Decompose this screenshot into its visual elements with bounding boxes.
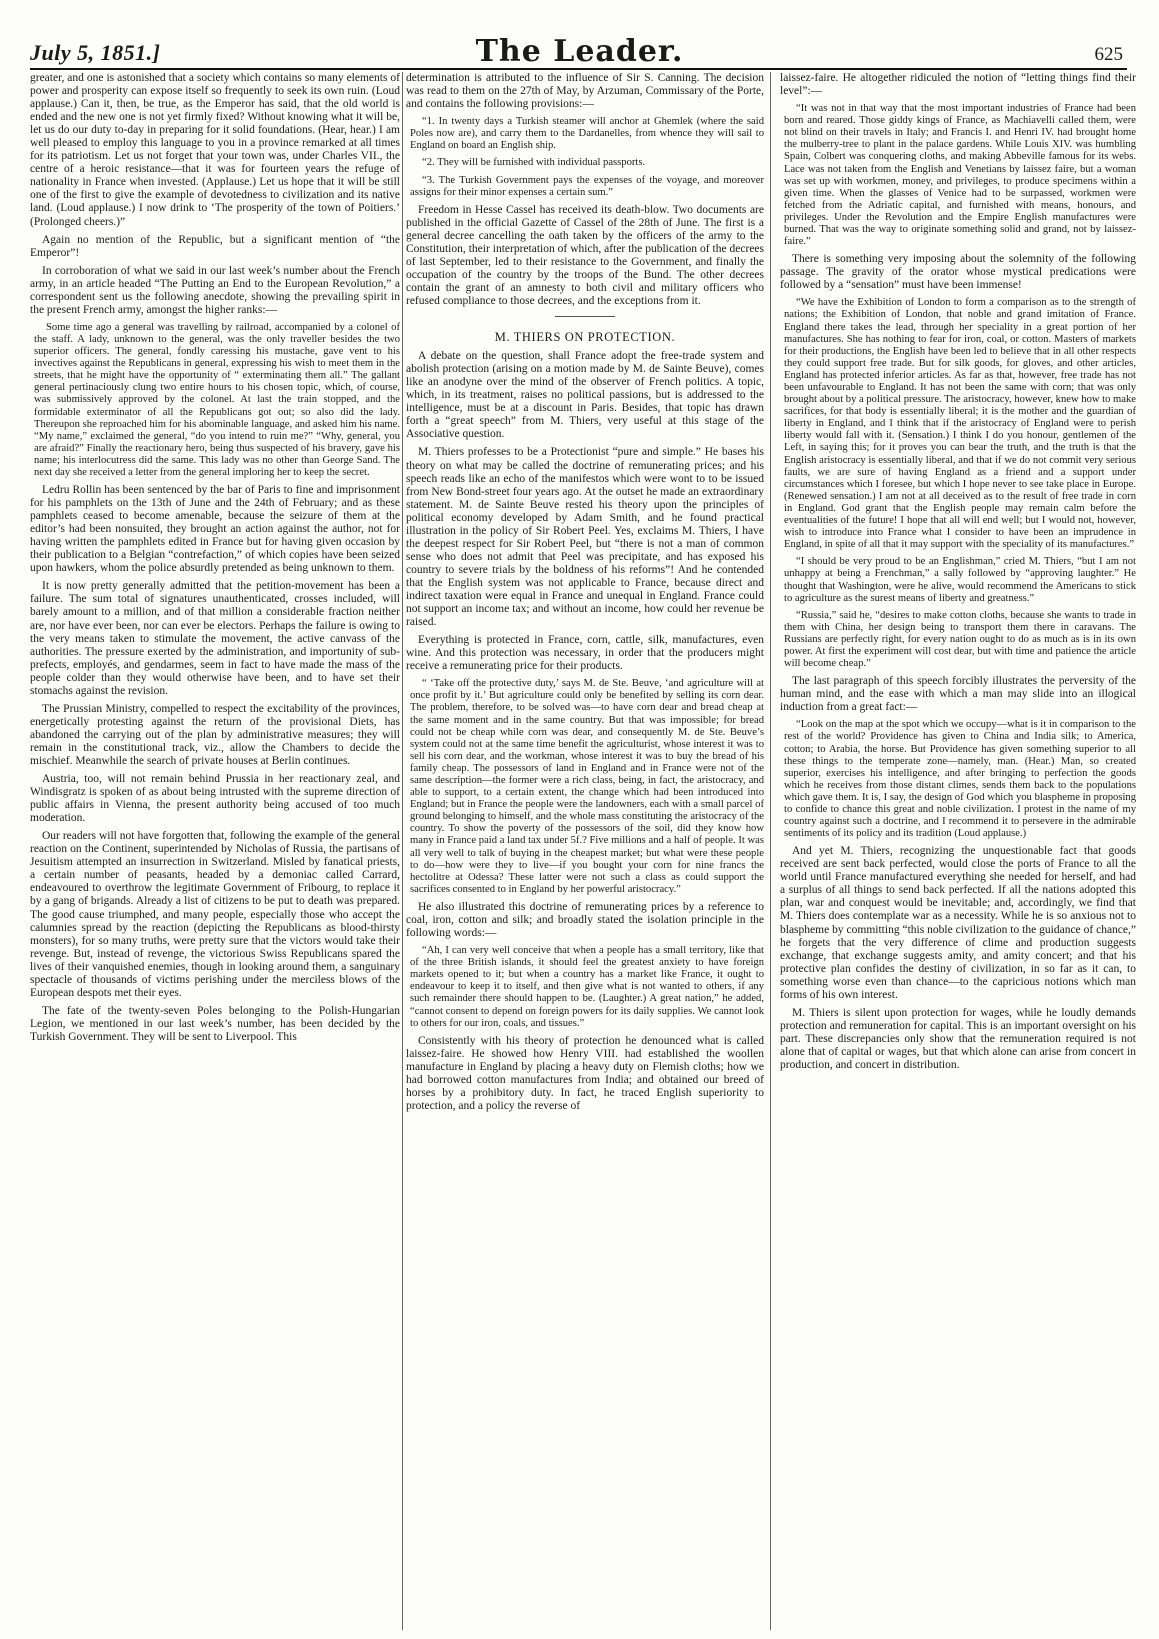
quoted-paragraph: “Russia,” said he, “desires to make cotton cloths, because she wants to trade in them with China, her design being to transport them there in caravans. The Russians are perfectly right, for every nation ought to do as much as is in its own power. At first the experiment will cost dear, but with time and patience the article will become cheap.”	[784, 609, 1136, 670]
paragraph: M. Thiers professes to be a Protectionist “pure and simple.” He bases his theory on what may be called the doctrine of remunerating prices; and his speech reads like an echo of the manifestos which were wont to to be issued from New Bond-street four years ago. At the outset he made an extraordinary statement. M. de Sainte Beuve rested his theory upon the principles of political economy developed by Adam Smith, and he found practical illustration in the policy of Sir Robert Peel. Yes, exclaims M. Thiers, I have the deepest respect for Sir Robert Peel, but “there is not a man of common sense who does not admit that Peel was precipitate, and has exposed his country to severe trials by the boldness of his reforms”! And he contended that the English system was not applicable to France, because direct and indirect taxation were equal in France and unequal in England. France could not support an income tax; and without an income, how could her revenue be raised.	[406, 446, 764, 629]
column-1	[30, 72, 400, 1049]
paragraph: Our readers will not have forgotten that, following the example of the general reaction on the Continent, superintended by Nicholas of Russia, the partisans of Jesuitism attempted an insurrection in Switzerland. Misled by fanatical priests, a certain number of peasants, headed by a demoniac called Carrard, endeavoured to overthrow the legitimate Government of Fribourg, to replace it by a gang of brigands. Already a list of citizens to be put to death was prepared. The good cause triumphed, and many people, especially those who accept the calumnies spread by the reaction (depicting the Republicans as blood-thirsty monsters), for so many truths, were pretty sure that the victors would take their revenge. But, instead of revenge, the victorious Swiss Republicans spared the lives of their vanquished enemies, though in looking around them, a sanguinary spectacle of thousands of victims perishing under the merciless blows of the European despots met their eyes.	[30, 830, 400, 999]
quoted-paragraph: “Look on the map at the spot which we occupy—what is it in comparison to the rest of the world? Providence has given to China and India silk; to America, cotton; to Arabia, the horse. But Providence has given something superior to all these things to the temperate zone—namely, man. (Hear.) Man, so created superior, exercises his intelligence, and after bringing to perfection the goods which he receives from those distant climes, sends them back to the populations which gave them. It is, I say, the design of God which you blaspheme in proposing to confide to chance this great and noble civilization. I protest in the name of my country against such a doctrine, and I recommend it to persevere in the admirable sentiments of its policy and its tradition (Loud applause.)	[784, 719, 1136, 840]
paragraph: M. Thiers is silent upon protection for wages, while he loudly demands protection and remuneration for capital. This is an important oversight on his part. These discrepancies only show that the remuneration required is not alone that of capital or wages, but that which alone can arise from concert in production, and concert in distribution.	[780, 1006, 1136, 1071]
paragraph: Ledru Rollin has been sentenced by the bar of Paris to fine and imprisonment for his pamphlets on the 13th of June and the 24th of February; and as these pamphlets ceased to become amenable, because the seizure of them at the editor’s had been nonsuited, they brought an action against the author, not for having written the pamphlets edited in France but for having given occasion by their publication to a Belgian “contrefaction,” of which copies have been seized upon hawkers, whom the police absurdly pretended as being unknown to them.	[30, 484, 400, 575]
masthead-title: The Leader.	[475, 34, 684, 69]
quoted-paragraph: “2. They will be furnished with individual passports.	[422, 157, 646, 169]
column-2	[406, 72, 764, 1118]
paragraph: A debate on the question, shall France adopt the free-trade system and abolish protection (arising on a motion made by M. de Sainte Beuve), comes like an anodyne over the mind of the observer of French politics. A topic, which, in its treatment, raises no political passions, but is addressed to the intelligence, must be at a discount in Paris. Besides, that topic has drawn forth a “great speech” from M. Thiers, very useful at this stage of the Associative question.	[406, 350, 764, 441]
paragraph: laissez-faire. He altogether ridiculed the notion of “letting things find their level”:—	[780, 72, 1136, 98]
column-3	[780, 72, 1136, 1077]
quoted-paragraph: “Ah, I can very well conceive that when a people has a small territory, like that of the three British islands, it should feel the greatest anxiety to have foreign markets opened to it; but when a country has a market like France, it ought to endeavour to keep it to itself, and then give what is not wanted to others, if any such remainder there should happen to be. (Laughter.) A great nation,” he added, “cannot consent to depend on foreign powers for its daily supplies. We cannot look to others for our iron, coals, and tissues.”	[410, 945, 764, 1029]
paragraph: It is now pretty generally admitted that the petition-movement has been a failure. The sum total of signatures unauthenticated, crosses included, will barely amount to a million, and of that million a considerable fraction neither are, nor have ever been, nor can ever be electors. Perhaps the failure is owing to the very means taken to stimulate the movement, the active canvass of the authorities. The pressure exerted by the administration, and importunity of sub-prefects, employés, and gendarmes, seem in fact to have made the mass of the people colder than they would otherwise have been, and to have set their stomachs against the revision.	[30, 580, 400, 697]
article-heading: M. THIERS ON PROTECTION.	[494, 330, 676, 345]
quoted-paragraph: “ ‘Take off the protective duty,’ says M. de Ste. Beuve, ‘and agriculture will at once profit by it.’ But agriculture could only be benefited by selling its corn dear. The problem, therefore, to be solved was—to have corn dear and bread cheap at the same moment and in the same country. But that was impossible; for bread could not be cheap while corn was dear, and consequently M. de Ste. Beuve’s system could not at the same time benefit the agriculturist, whose interest it was to sell his corn dear, and the workman, whose interest it was to buy the bread of his family cheap. The possessors of land in England and in France were not of the same description—the former were a rich class, being, in fact, the aristocracy, and able to support, to a certain extent, the change which had been introduced into England; but in France the people were the landowners, each with a small parcel of ground belonging to himself, and the whole mass constituting the aristocracy of the country. To show the poverty of the possessors of the soil, did they know how many in France paid a land tax under 5f.? Five millions and a half of people. It was all very well to talk of buying in the cheapest market; but what were these people to do—how were they to live—if you bought your corn for nine francs the hectolitre at Odessa? These latter were not such a class as could support the sacrifices consented to in England by her powerful aristocracy.”	[410, 678, 764, 895]
quoted-paragraph: “1. In twenty days a Turkish steamer will anchor at Ghemlek (where the said Poles now are), and carry them to the Dardanelles, from whence they will sail to England on board an English ship.	[410, 116, 764, 152]
paragraph: Austria, too, will not remain behind Prussia in her reactionary zeal, and Windisgratz is spoken of as about being intrusted with the supreme direction of public affairs in Vienna, the present authority being accused of too much moderation.	[30, 773, 400, 825]
paragraph: Again no mention of the Republic, but a significant mention of “the Emperor”!	[30, 233, 400, 259]
paragraph: And yet M. Thiers, recognizing the unquestionable fact that goods received are sent back perfected, would close the ports of France to all the world until France manufactured everything she needed for herself, and had a surplus of all things to send back perfected. If all the nations adopted this plan, war and conquest would be inevitable; and, accordingly, we find that M. Thiers does contemplate war as a necessity. While he is so anxious not to blaspheme by committing “this noble civilization to the guidance of chance,” he forgets that the very difference of clime and production suggests exchange, that exchange suggests amity, and amity concert; and that his protective plan confides the destiny of civilization, in so far as it can, to something worse even than chance—to the capricious notions which man forms of his own interest.	[780, 845, 1136, 1001]
paragraph: The last paragraph of this speech forcibly illustrates the perversity of the human mind, and the ease with which a man may slide into an illogical induction from a great fact:—	[780, 675, 1136, 714]
paragraph: Consistently with his theory of protection he denounced what is called laissez-faire. He showed how Henry VIII. had established the woollen manufacture in England by placing a heavy duty on Flemish cloths; how we had borrowed cotton manufactures from India; and obtained our breed of horses by a prohibitory duty. In fact, he traced English superiority to protection, and a policy the reverse of	[406, 1034, 764, 1112]
paragraph: He also illustrated this doctrine of remunerating prices by a reference to coal, iron, cotton and silk; and broadly stated the isolation principle in the following words:—	[406, 900, 764, 940]
paragraph: greater, and one is astonished that a society which contains so many elements of power and prosperity can expose itself so frequently to seek its own ruin. (Loud applause.) Can it, then, be true, as the Emperor has said, that the old world is ended and the new one is not yet firmly fixed? Without knowing what it will be, let us do our duty to-day in preparing for it solid foundations. (Hear, hear.) I am well pleased to employ this language to you in a province remarked at all times for its patriotism. Let us not forget that your town was, under Charles VII., the centre of a heroic resistance—that it was for fourteen years the refuge of nationality in France when invested. (Applause.) Let us hope that it will be still one of the first to give the example of devotedness to civilization and its native land. (Loud applause.) I now drink to ‘The prosperity of the town of Poitiers.’ (Prolonged cheers.)”	[30, 72, 400, 228]
quoted-paragraph: “I should be very proud to be an Englishman,” cried M. Thiers, “but I am not unhappy at being a Frenchman,” a sally followed by “approving laughter.” He thought that Washington, were he alive, would recommend the Americans to stick to agriculture as the surest means of liberty and greatness.”	[784, 556, 1136, 604]
paragraph: There is something very imposing about the solemnity of the following passage. The gravity of the orator whose mystical predications were followed by a “sensation” must have been immense!	[780, 253, 1136, 292]
paragraph: The Prussian Ministry, compelled to respect the excitability of the provinces, energetically protesting against the return of the provisional Diets, has abandoned the carrying out of the plan by administrative measures; they will remain in the constitutional track, viz., allow the Chambers to decide the mischief. Meanwhile the search of private houses at Berlin continues.	[30, 702, 400, 767]
quoted-paragraph: “We have the Exhibition of London to form a comparison as to the strength of nations; the Exhibition of London, that noble and grand imitation of France. England there takes the lead, through her speciality in a great portion of her manufactures. She has nothing to fear for iron, coal, or cotton. Masters of markets for their productions, the English have been led to believe that in all other respects they could support free trade. But for silk goods, for gloves, and other articles, England has protected inferior articles. As far as that, however, free trade has not been unfavourable to England. It has not been the same with corn; that was only brought about by a political pressure. The aristocracy, however, knew how to make sacrifices, for that body is essentially liberal; it is the mother and the guardian of liberty in England, and I think that if the aristocracy of England were to perish liberty would fall with it. (Sensation.) I think I do you honour, gentlemen of the Left, in saying this; for it proves you can bear the truth, and the truth is that the English aristocracy is essentially liberal, and that if we do not commit very serious faults, we are sure of having England as a friend and a support under circumstances which I foresee, but which I hope never to see take place in Europe. (Renewed sensation.) I am not at all deceived as to the result of free trade in corn in England. God grant that the English people may remain calm before the eventualities of the future! I hope that all will end well; but I would not, however, wish to introduce into France what I consider to have been an imprudence in England, in spite of all that it may support with the speciality of its manufactures.”	[784, 297, 1137, 551]
header-rule	[30, 68, 1127, 70]
column-divider	[402, 72, 403, 1630]
page-header	[0, 0, 1159, 69]
issue-date: July 5, 1851.]	[30, 40, 161, 65]
quoted-paragraph: “3. The Turkish Government pays the expenses of the voyage, and moreover assigns for their minor expenses a certain sum.”	[410, 174, 764, 198]
page-number: 625	[1094, 44, 1123, 65]
paragraph: determination is attributed to the influence of Sir S. Canning. The decision was read to them on the 27th of May, by Arzuman, Commissary of the Porte, and contains the following provisions:—	[406, 72, 764, 111]
quoted-paragraph: Some time ago a general was travelling by railroad, accompanied by a colonel of the staff. A lady, unknown to the general, was the only traveller besides the two superior officers. The general, fondly caressing his mustache, gave vent to his invectives against the Republicans in general, expressing his wish to meet them in the streets, that he might have the opportunity of “ exterminating them all.” The gallant general pertinaciously clung two entire hours to his chosen topic, which, of course, was submissively approved by the colonel. At last the train stopped, and the formidable exterminator of all the Republicans got out; so also did the lady. Thereupon she reproached him for his abominable language, and asked him his name. “My name,” exclaimed the general, “do you intend to ruin me?” “Why, general, you are afraid?” Finally the reactionary hero, being thus suspected of his bravery, gave his name; his interlocutress did the same. This lady was no other than George Sand. The next day she received a letter from the general imploring her to keep the secret.	[34, 321, 400, 478]
paragraph: In corroboration of what we said in our last week’s number about the French army, in an article headed “The Putting an End to the European Revolution,” a correspondent sent us the following anecdote, showing the prevailing spirit in the present French army, amongst the higher ranks:—	[30, 264, 400, 316]
paragraph: The fate of the twenty-seven Poles belonging to the Polish-Hungarian Legion, we mentioned in our last week’s number, has been decided by the Turkish Government. They will be sent to Liverpool. This	[30, 1004, 400, 1043]
paragraph: Freedom in Hesse Cassel has received its death-blow. Two documents are published in the official Gazette of Cassel of the 28th of June. The first is a general decree cancelling the oath taken by the officers of the army to the Constitution, their interpretation of which, after the publication of the decrees of last September, led to their resistance to the Government, and finally the occupation of the country by the troops of the Bund. The other decrees contain the grant of an amnesty to both civil and military officers who refused compliance to those decrees, and the exceptions from it.	[406, 203, 764, 308]
section-divider	[555, 316, 615, 317]
paragraph: Everything is protected in France, corn, cattle, silk, manufactures, even wine. And this protection was necessary, in order that the producers might receive a remunerating price for their products.	[406, 634, 764, 673]
column-divider	[770, 72, 771, 1630]
quoted-paragraph: “It was not in that way that the most important industries of France had been born and reared. Those giddy kings of France, as Machiavelli called them, were not blind on their travels in Italy; and Francis I. and Henri IV. had brought home the mulberry-tree to plant in the palace gardens. While Louis XIV. was humbling Spain, Colbert was conquering cloths, and making Abbeville famous for its webs. Lace was not taken from the English and Venetians by laissez faire, but a woman was set up with workmen, money, and privileges, to produce specimens within a given time. When the glasses of Venice had to be surpassed, workmen were fetched from the Adriatic capital, and furnished with means, honours, and privileges. Under the Revolution and the Empire English manufactures were burned. That was the way to originate something solid and grand, not by laissez-faire.”	[784, 103, 1136, 248]
